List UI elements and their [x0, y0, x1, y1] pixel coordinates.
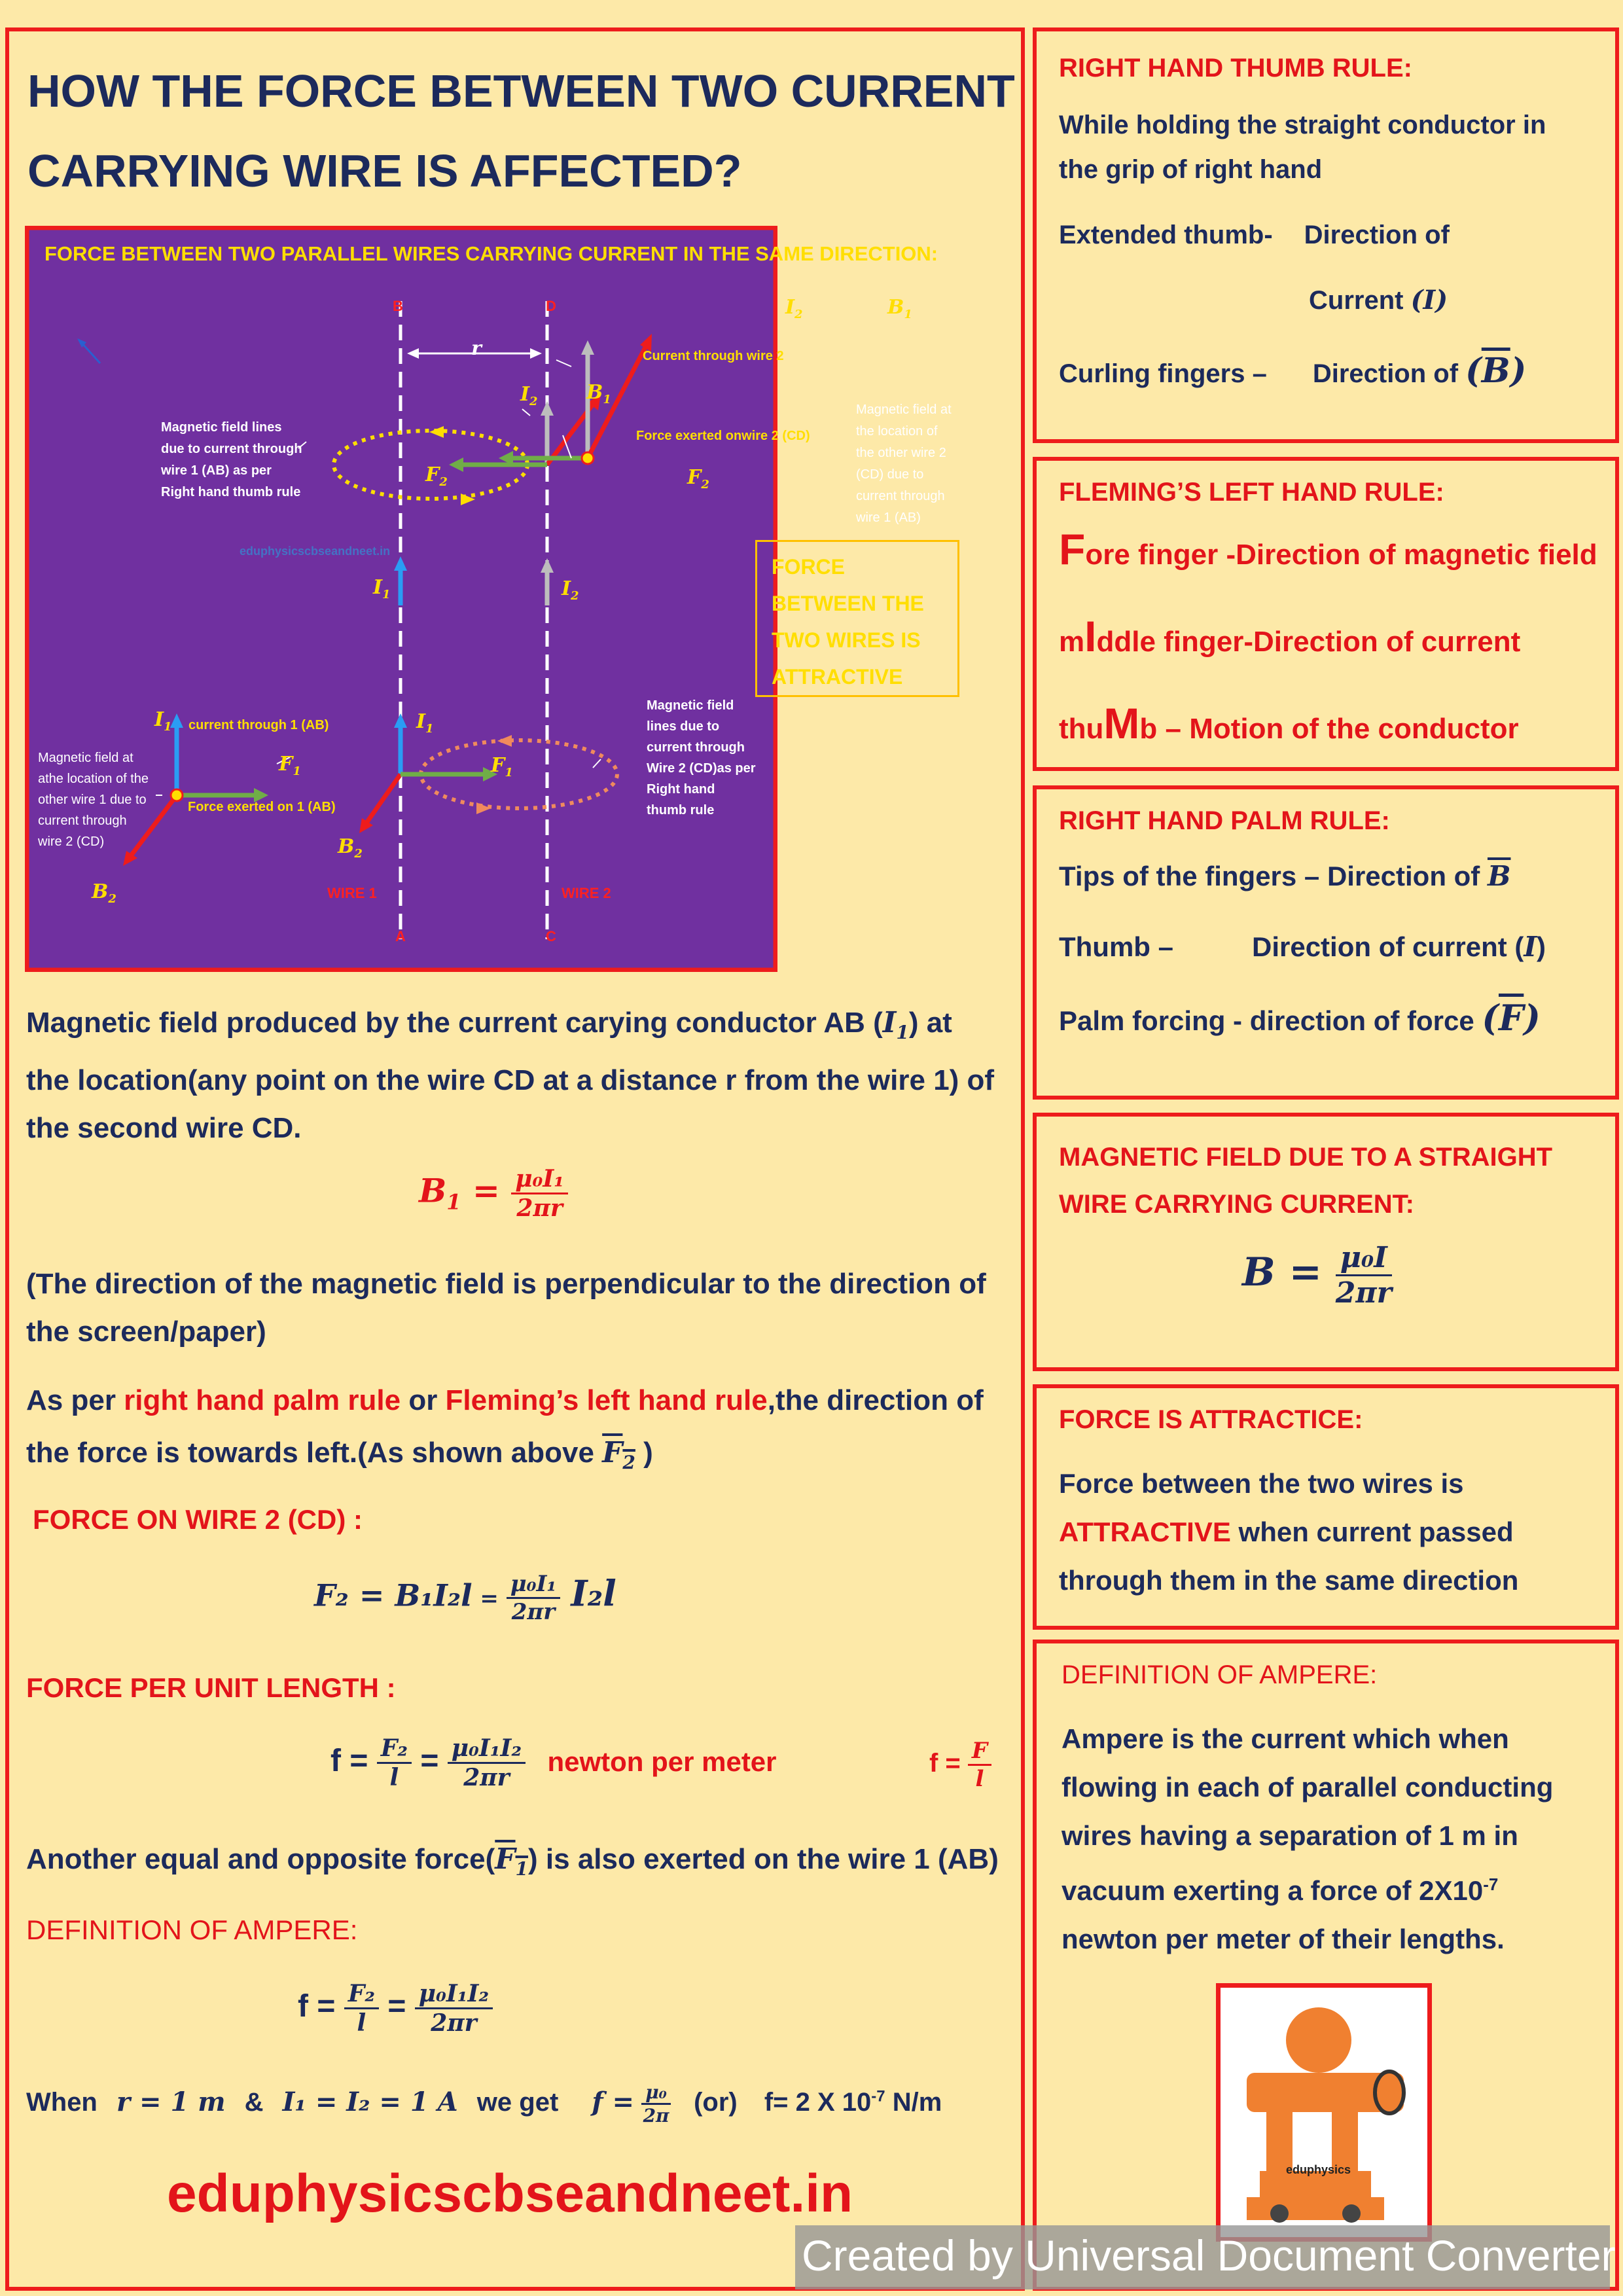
- label-B: B: [393, 298, 403, 314]
- logo-graphic: [1221, 1988, 1427, 2237]
- label-field-lines1: Magnetic field lines due to current through wire 1 (AB) as per Right hand thumb rule: [161, 420, 302, 499]
- heading-force-unit-length: FORCE PER UNIT LENGTH :: [26, 1672, 396, 1703]
- paragraph-field-produced: Magnetic field produced by the current carying conductor AB $(I_1)$ at the location(any point on the wire CD at a distance r from the wire 1) of the second wire CD.: [26, 1006, 995, 1144]
- field-title-1: MAGNETIC FIELD DUE TO A STRAIGHT: [1059, 1143, 1553, 1172]
- inset-F2: $F_2$: [687, 466, 709, 492]
- thumb-rule-title: RIGHT HAND THUMB RULE:: [1059, 54, 1412, 82]
- paragraph-as-per: As per right hand palm rule or Fleming’s left hand rule,the direction of the force is towards left.(As shown above $F_2$ ): [26, 1384, 984, 1473]
- equation-f-short: f = $\frac{F}{l}$: [929, 1738, 991, 1792]
- panel-ampere: DEFINITION OF AMPERE: Ampere is the current which when flowing in each of parallel conducting wires having a separation of 1 m in vacuum exerting a force of $2X10^{-7}$ newton per meter of their lengths.: [1033, 1640, 1619, 2291]
- panel-force-attractive: FORCE IS ATTRACTICE: Force between the two wires is ATTRACTIVE when current passed through them in the same direction: [1033, 1384, 1619, 1630]
- label-field-loc1: Magnetic field at athe location of the other wire 1 due to current through wire 2 (CD): [38, 751, 149, 849]
- diagram-header: FORCE BETWEEN TWO PARALLEL WIRES CARRYING CURRENT IN THE SAME DIRECTION:: [45, 242, 938, 265]
- logo-text: eduphysics: [1286, 2163, 1351, 2176]
- label-C: C: [546, 928, 556, 944]
- equation-B1: $B_1$ = $\frac{\text{μ₀I₁}}{2\pi r}$: [419, 1165, 568, 1222]
- equation-F2: F₂ = B₁I₂l = $\frac{\text{μ₀I₁}}{2\pi r}$ I₂l: [314, 1571, 616, 1625]
- panel-palm-rule: RIGHT HAND PALM RULE: Tips of the fingers – Direction of $\overline{B}$ Thumb – Direction of current (I) Palm forcing - direction of force $(\overline{F})$: [1033, 785, 1619, 1100]
- equation-f: f = $\frac{\text{F₂}}{l}$ = $\frac{\text{μ₀I₁I₂}}{2\pi r}$ newton per meter: [330, 1734, 777, 1791]
- label-field-loc2: Magnetic field at the location of the other wire 2 (CD) due to current through wire 1 (AB): [856, 403, 952, 525]
- equation-definition: f = $\frac{\text{F₂}}{l}$ = $\frac{\text{μ₀I₁I₂}}{2\pi r}$: [298, 1980, 493, 2037]
- heading-force-wire2: FORCE ON WIRE 2 (CD) :: [33, 1504, 363, 1535]
- label-wire-2: WIRE 2: [562, 885, 611, 901]
- footer-text: Created by Universal Document Converter: [802, 2231, 1616, 2280]
- heading-definition-ampere: DEFINITION OF AMPERE:: [26, 1914, 358, 1945]
- label-field-lines2: Magnetic field lines due to current through Wire 2 (CD)as per Right hand thumb rule: [647, 698, 756, 817]
- website-link[interactable]: eduphysicscbseandneet.in: [167, 2164, 853, 2223]
- inset-F1: $F_1$: [279, 753, 301, 778]
- field-title-2: WIRE CARRYING CURRENT:: [1059, 1190, 1414, 1219]
- panel-magnetic-field: MAGNETIC FIELD DUE TO A STRAIGHT WIRE CARRYING CURRENT: B = $\frac{\text{μ₀I}}{2\pi r}$: [1033, 1113, 1619, 1371]
- paragraph-when: When r = 1 m & I₁ = I₂ = 1 A we get f = $\frac{\text{μ₀}}{2\pi}$ (or) f= 2 X $10^{-7}$ N/m: [26, 2081, 942, 2126]
- label-A: A: [395, 928, 406, 944]
- force-diagram: [25, 226, 777, 972]
- ampere-title: DEFINITION OF AMPERE:: [1061, 1660, 1378, 1689]
- label-F1: $F_1$: [491, 754, 513, 780]
- title-line-2: CARRYING WIRE IS AFFECTED?: [27, 145, 742, 196]
- label-current-wire1: current through 1 (AB): [188, 718, 329, 732]
- label-force-wire2: Force exerted onwire 2 (CD): [636, 429, 810, 443]
- label-B1: $B_1$: [586, 381, 611, 406]
- label-I2-mid: $I_2$: [562, 577, 579, 603]
- inset-I1: $I_1$: [154, 708, 172, 734]
- inset-B1: $B_1$: [887, 296, 912, 321]
- label-current-wire2: Current through wire 2: [643, 349, 784, 363]
- inset-I2: $I_2$: [785, 296, 803, 321]
- label-force-wire1: Force exerted on 1 (AB): [188, 800, 336, 814]
- label-F2: $F_2$: [425, 463, 448, 489]
- eduphysics-logo: [1216, 1983, 1432, 2242]
- attract-title: FORCE IS ATTRACTICE:: [1059, 1405, 1363, 1434]
- palm-rule-title: RIGHT HAND PALM RULE:: [1059, 806, 1390, 835]
- label-wire-1: WIRE 1: [327, 885, 377, 901]
- title-line-1: HOW THE FORCE BETWEEN TWO CURRENT: [27, 65, 1015, 117]
- paragraph-direction: (The direction of the magnetic field is perpendicular to the direction of the screen/paper): [26, 1268, 986, 1348]
- page-title: [27, 51, 1015, 211]
- label-I1-low: $I_1$: [416, 710, 434, 736]
- label-B2: $B_2$: [338, 835, 363, 861]
- label-watermark: eduphysicscbseandneet.in: [240, 545, 391, 558]
- inset-B2: $B_2$: [92, 880, 116, 906]
- panel-fleming-rule: FLEMING’S LEFT HAND RULE: Fore finger -Direction of magnetic field mIddle finger-Direction of current thuMb – Motion of the conductor: [1033, 457, 1619, 771]
- label-I2-top: $I_2$: [520, 383, 538, 408]
- paragraph-opposite-force: Another equal and opposite $force(F_1)$ is also exerted on the wire 1 (AB): [26, 1842, 999, 1880]
- label-I1-mid: $I_1$: [373, 576, 391, 601]
- label-D: D: [546, 298, 556, 314]
- attractive-box: FORCE BETWEEN THE TWO WIRES IS ATTRACTIVE: [755, 540, 959, 697]
- fleming-rule-title: FLEMING’S LEFT HAND RULE:: [1059, 478, 1444, 507]
- label-r: r: [471, 337, 482, 360]
- panel-thumb-rule: RIGHT HAND THUMB RULE: While holding the straight conductor in the grip of right hand Extended thumb- Direction of Current (I) Curling fingers – Direction of $(\overline{B})$: [1033, 27, 1619, 443]
